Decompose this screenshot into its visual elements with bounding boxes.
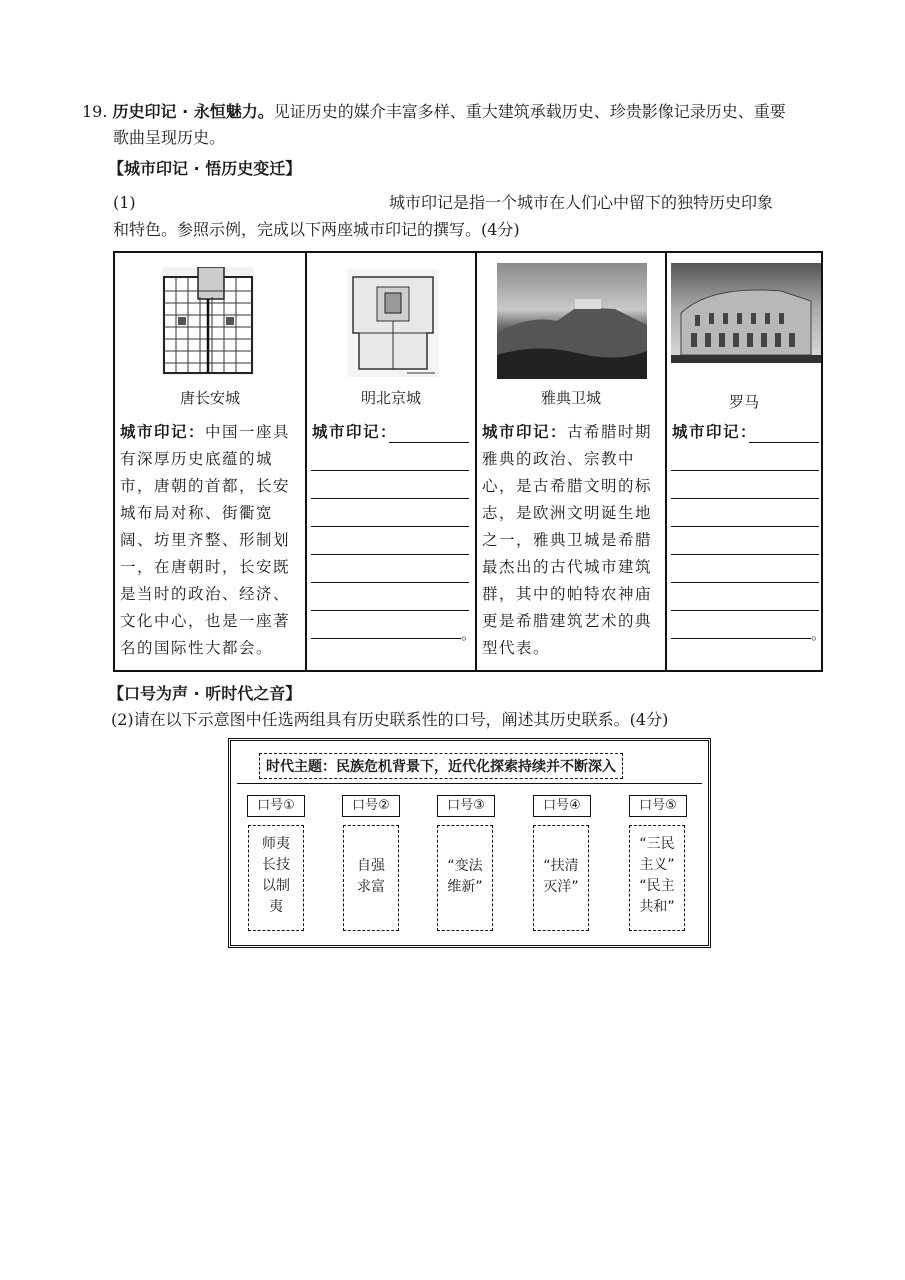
answer-line-rome-4[interactable] bbox=[671, 526, 819, 527]
city-description-athens: 古希腊时期雅典的政治、宗教中心，是古希腊文明的标志，是欧洲文明诞生地之一，雅典卫城是希腊最杰出的古代城市建筑群，其中的帕特农神庙更是希腊建筑艺术的典型代表。 bbox=[482, 423, 653, 657]
city-table bbox=[113, 251, 827, 672]
city-label-athens: 城市印记： bbox=[482, 423, 568, 441]
answer-line-beijing-3[interactable] bbox=[311, 498, 469, 499]
slogan-tag-5: 口号⑤ bbox=[629, 795, 687, 817]
city-column-beijing bbox=[305, 253, 475, 670]
section2-heading: 【口号为声 · 听时代之音】 bbox=[108, 684, 302, 703]
answer-line-beijing-1[interactable] bbox=[389, 442, 469, 443]
city-name-rome: 罗马 bbox=[728, 393, 759, 411]
acropolis-photo bbox=[497, 263, 647, 379]
question-line-1 bbox=[82, 101, 786, 123]
answer-line-beijing-6[interactable] bbox=[311, 582, 469, 583]
slogan-diagram bbox=[228, 738, 711, 948]
slogan-tag-3: 口号③ bbox=[437, 795, 495, 817]
answer-line-rome-6[interactable] bbox=[671, 582, 819, 583]
beijing-map-image bbox=[347, 269, 439, 377]
slogan-text-4[interactable]: “扶清 灭洋” bbox=[533, 825, 589, 931]
part1-prompt-1: 城市印记是指一个城市在人们心中留下的独特历史印象 bbox=[389, 193, 774, 212]
slogan-tag-2: 口号② bbox=[342, 795, 400, 817]
era-theme: 时代主题：民族危机背景下，近代化探索持续并不断深入 bbox=[259, 753, 623, 779]
answer-line-rome-3[interactable] bbox=[671, 498, 819, 499]
changan-map-image bbox=[162, 267, 254, 375]
question-intro-1: 见证历史的媒介丰富多样、重大建筑承载历史、珍贵影像记录历史、重要 bbox=[273, 102, 786, 121]
city-name-beijing: 明北京城 bbox=[360, 389, 421, 407]
city-name-changan: 唐长安城 bbox=[179, 389, 240, 407]
answer-line-beijing-2[interactable] bbox=[311, 470, 469, 471]
city-column-rome bbox=[665, 253, 827, 670]
answer-line-rome-7[interactable] bbox=[671, 610, 819, 611]
section1-heading: 【城市印记 · 悟历史变迁】 bbox=[108, 159, 302, 178]
city-text-changan bbox=[120, 419, 300, 662]
answer-line-rome-2[interactable] bbox=[671, 470, 819, 471]
slogan-tag-1: 口号① bbox=[247, 795, 305, 817]
slogan-text-2[interactable]: 自强 求富 bbox=[343, 825, 399, 931]
city-text-athens bbox=[482, 419, 662, 662]
slogan-text-3[interactable]: “变法 维新” bbox=[437, 825, 493, 931]
answer-line-beijing-8[interactable] bbox=[311, 638, 461, 639]
answer-line-beijing-7[interactable] bbox=[311, 610, 469, 611]
city-column-athens bbox=[475, 253, 665, 670]
end-mark-rome: 。 bbox=[811, 625, 827, 643]
theme-divider bbox=[237, 783, 702, 784]
answer-line-rome-5[interactable] bbox=[671, 554, 819, 555]
question-number: 19. bbox=[82, 102, 108, 121]
slogan-text-5[interactable]: “三民 主义” “民主 共和” bbox=[629, 825, 685, 931]
city-label-beijing: 城市印记： bbox=[312, 423, 398, 441]
part2-prompt: (2)请在以下示意图中任选两组具有历史联系性的口号，阐述其历史联系。(4分) bbox=[111, 710, 669, 729]
question-line-2: 歌曲呈现历史。 bbox=[113, 128, 226, 147]
colosseum-photo bbox=[671, 263, 821, 363]
slogan-text-1[interactable]: 师夷 长技 以制 夷 bbox=[248, 825, 304, 931]
answer-line-beijing-5[interactable] bbox=[311, 554, 469, 555]
part1-prompt-2: 和特色。参照示例，完成以下两座城市印记的撰写。(4分) bbox=[113, 220, 520, 239]
slogan-tag-4: 口号④ bbox=[533, 795, 591, 817]
city-description-changan: 中国一座具有深厚历史底蕴的城市，唐朝的首都，长安城布局对称、街衢宽阔、坊里齐整、形制划一，在唐朝时，长安既是当时的政治、经济、文化中心，也是一座著名的国际性大都会。 bbox=[120, 423, 291, 657]
question-title: 历史印记 · 永恒魅力。 bbox=[112, 102, 274, 121]
part1-number: (1) bbox=[113, 193, 136, 212]
answer-line-rome-8[interactable] bbox=[671, 638, 811, 639]
city-column-changan bbox=[115, 253, 305, 670]
answer-line-rome-1[interactable] bbox=[749, 442, 819, 443]
city-label-rome: 城市印记： bbox=[672, 423, 758, 441]
city-label-changan: 城市印记： bbox=[120, 423, 206, 441]
answer-line-beijing-4[interactable] bbox=[311, 526, 469, 527]
end-mark-beijing: 。 bbox=[461, 625, 477, 643]
city-name-athens: 雅典卫城 bbox=[540, 389, 601, 407]
